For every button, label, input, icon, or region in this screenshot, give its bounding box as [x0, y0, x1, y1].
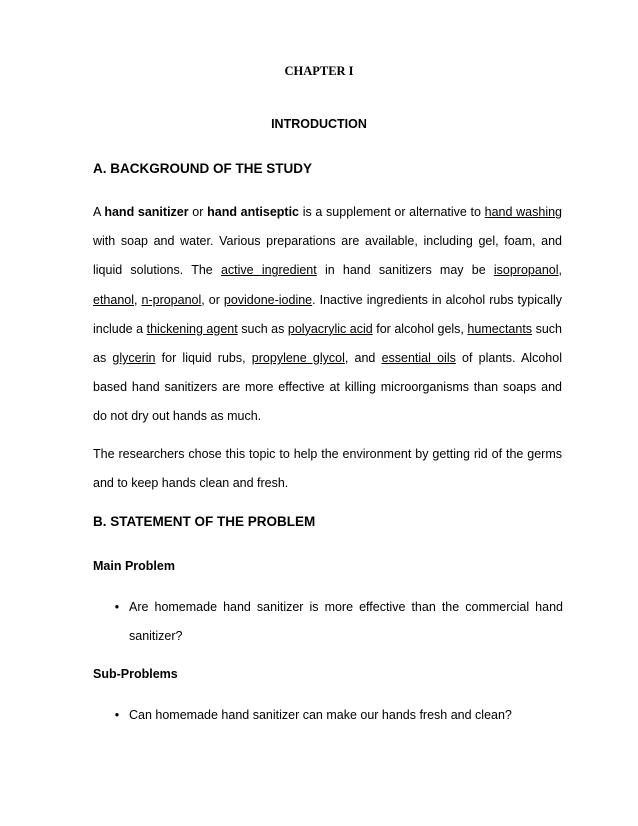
chapter-title: CHAPTER I — [284, 64, 354, 78]
text-run: . Inactive ingredients in alcohol rubs typically include a — [93, 292, 562, 336]
link-essential-oils[interactable]: essential oils — [381, 351, 456, 366]
link-humectants[interactable]: humectants — [467, 321, 533, 336]
text-run: with soap and water. Various preparations are available, including gel, foam, and liquid solutions. The — [93, 234, 562, 278]
term-hand-sanitizer: hand sanitizer — [104, 205, 189, 219]
text-run: is a supplement or alternative to — [299, 205, 485, 219]
bullet-icon: • — [114, 708, 120, 722]
link-polyacrylic-acid[interactable]: polyacrylic acid — [287, 321, 373, 336]
text-run: such as — [237, 321, 288, 336]
text-run: such as — [93, 321, 562, 366]
section-heading-problem: B. STATEMENT OF THE PROBLEM — [93, 514, 316, 529]
link-thickening-agent[interactable]: thickening agent — [146, 321, 238, 336]
background-paragraph — [93, 198, 562, 432]
text-run: of plants. Alcohol based hand sanitizers are more effective at killing microorganisms than soaps and do not dry out hands as much. — [93, 351, 562, 424]
main-problem-item: Are homemade hand sanitizer is more effective than the commercial hand sanitizer? — [129, 600, 563, 644]
link-isopropanol[interactable]: isopropanol — [493, 263, 559, 278]
purpose-paragraph: The researchers chose this topic to help the environment by getting rid of the germs and to keep hands clean and fresh. — [93, 447, 562, 491]
bullet-icon: • — [114, 600, 120, 614]
introduction-title: INTRODUCTION — [271, 117, 367, 131]
text-run: for alcohol gels, — [372, 321, 468, 336]
text-run: A — [93, 205, 105, 219]
sub-problem-item: Can homemade hand sanitizer can make our hands fresh and clean? — [129, 708, 512, 722]
main-problem-heading: Main Problem — [93, 559, 175, 573]
link-povidone-iodine[interactable]: povidone-iodine — [223, 292, 313, 307]
text-run: , and — [344, 351, 382, 366]
text-run: , or — [201, 292, 224, 307]
link-n-propanol[interactable]: n-propanol — [141, 292, 202, 307]
term-hand-antiseptic: hand antiseptic — [207, 205, 300, 219]
link-propylene-glycol[interactable]: propylene glycol — [251, 351, 345, 366]
text-run: , — [134, 292, 142, 307]
text-run: in hand sanitizers may be — [316, 263, 494, 278]
text-run: for liquid rubs, — [155, 351, 252, 366]
link-ethanol[interactable]: ethanol — [93, 292, 135, 307]
link-hand-washing[interactable]: hand washing — [484, 205, 563, 219]
text-run: , — [558, 263, 562, 278]
sub-problems-heading: Sub-Problems — [93, 667, 178, 681]
link-glycerin[interactable]: glycerin — [112, 351, 156, 366]
section-heading-background: A. BACKGROUND OF THE STUDY — [93, 161, 312, 176]
text-run: or — [188, 205, 208, 219]
link-active-ingredient[interactable]: active ingredient — [220, 263, 317, 278]
